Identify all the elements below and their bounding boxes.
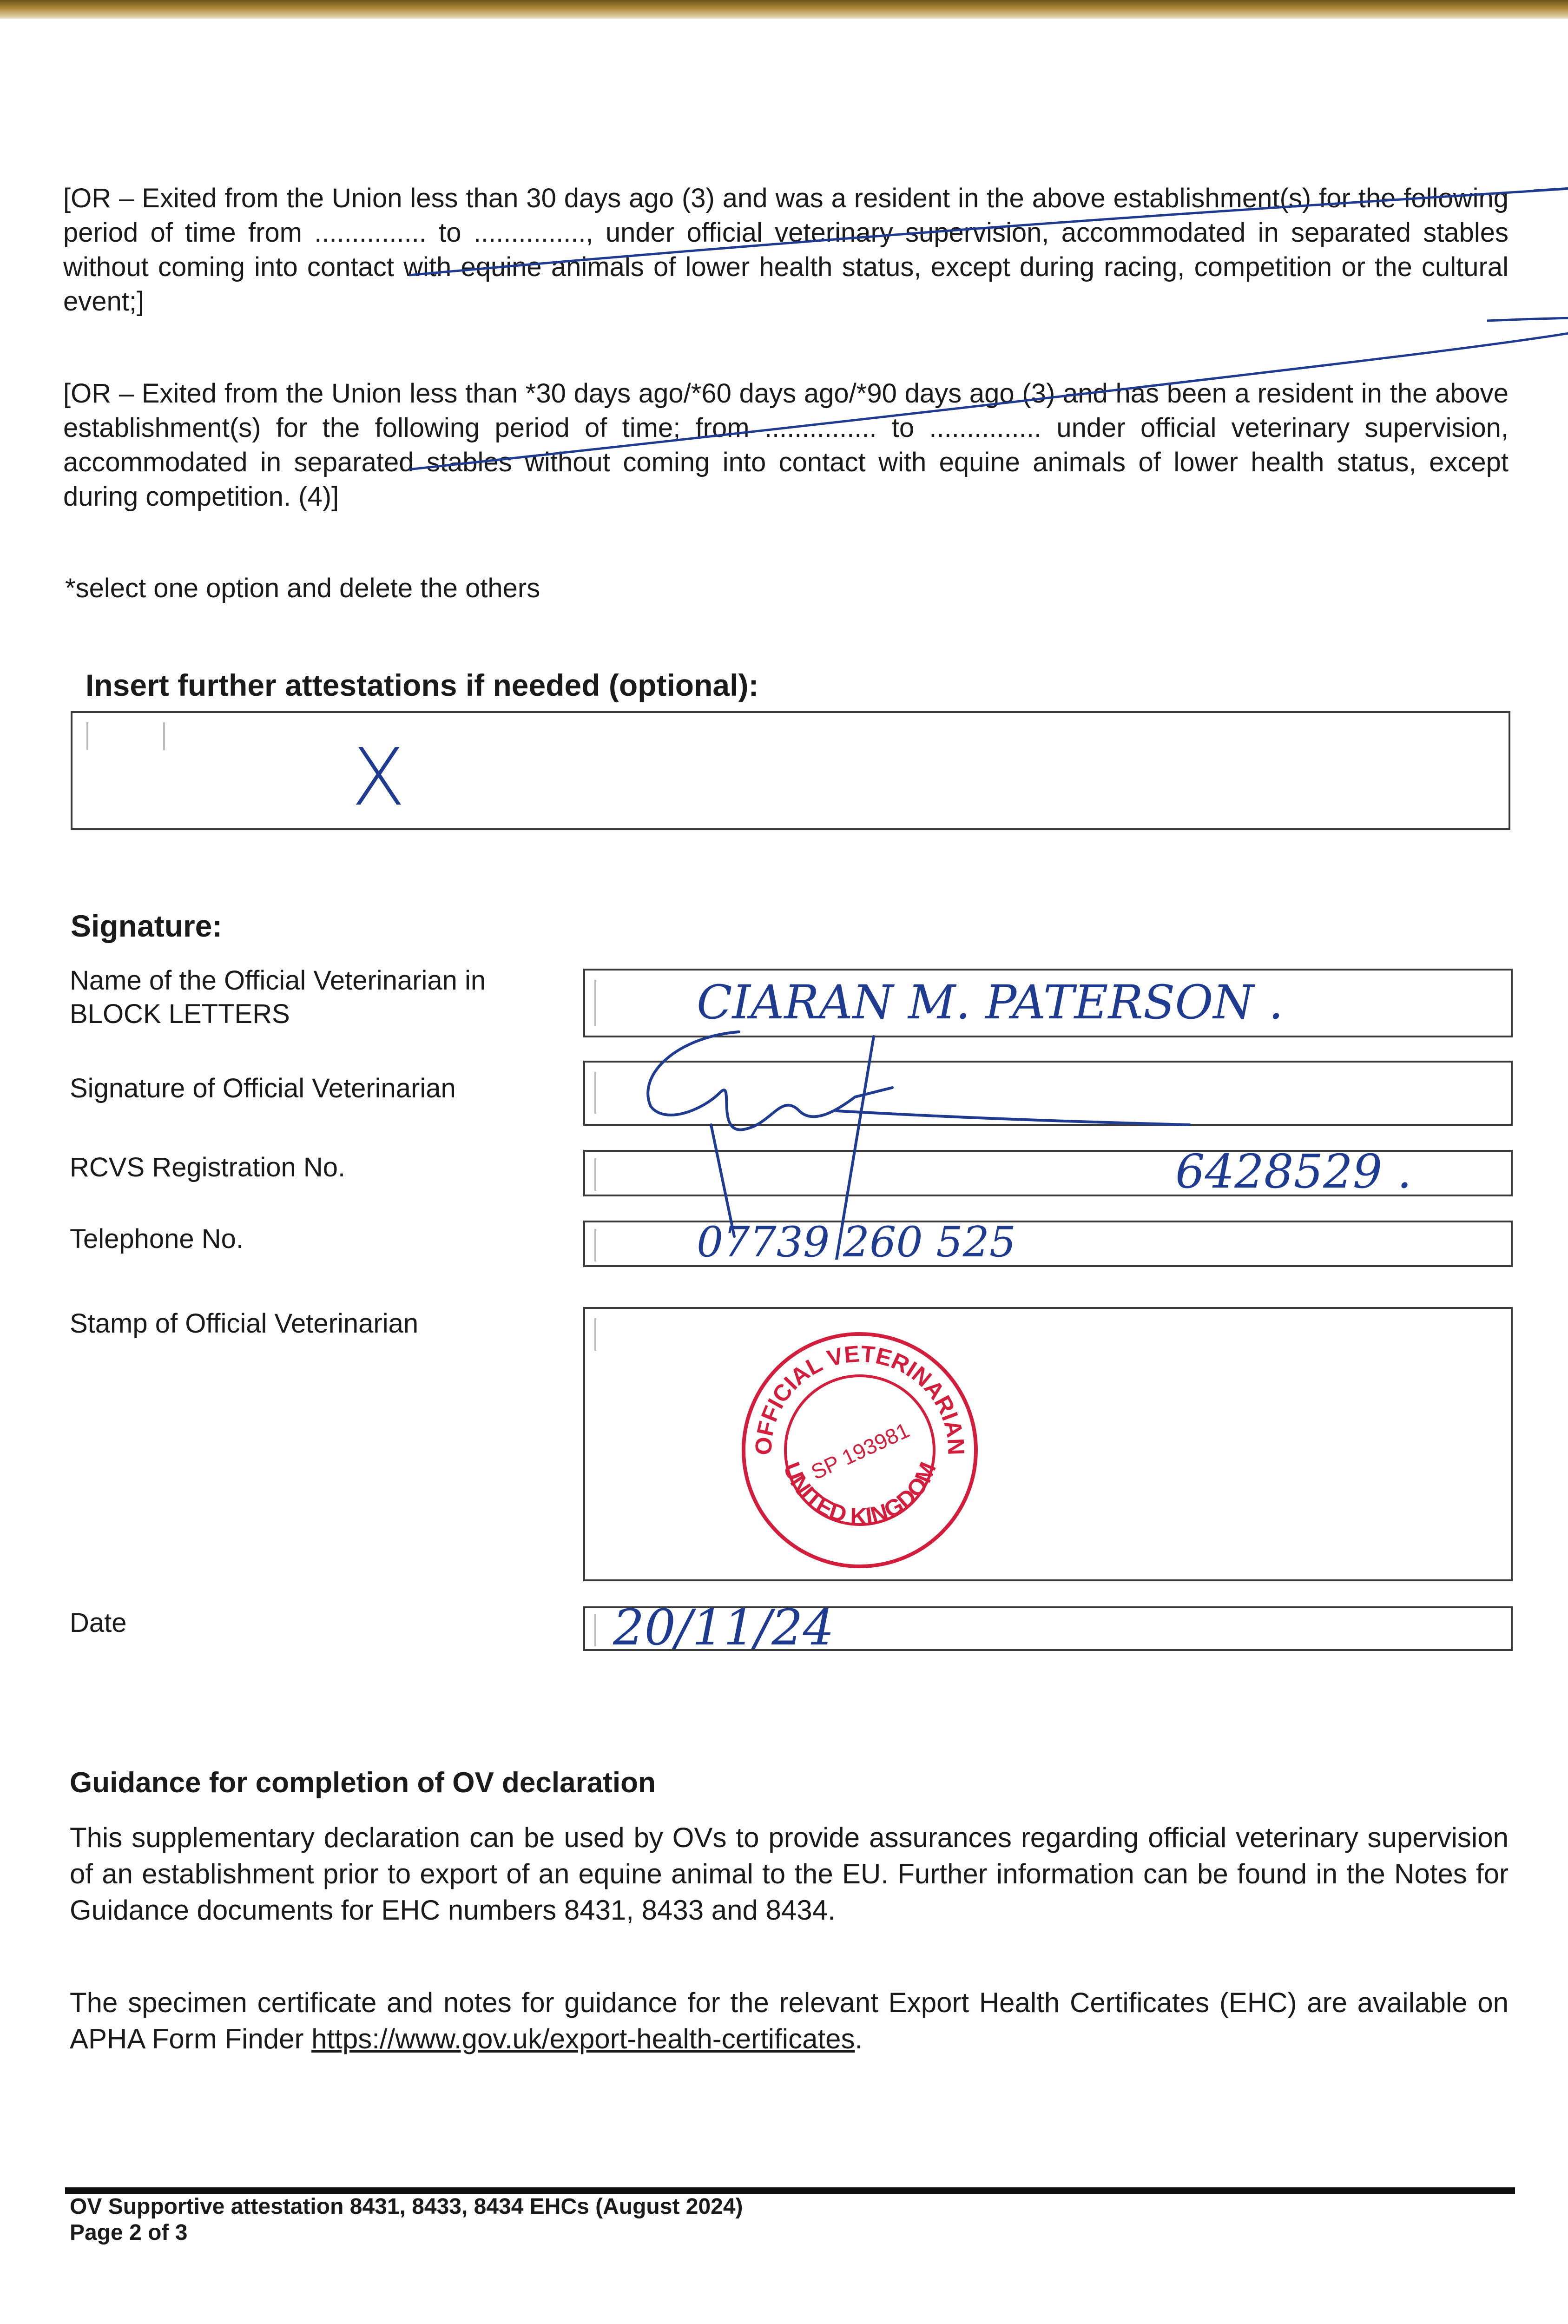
handwritten-signature xyxy=(595,1018,1245,1260)
paragraph-30-days: [OR – Exited from the Union less than 30 days ago (3) and was a resident in the above establishment(s) for the following period of time from ............... to ..............., under official veterinary supervision, accommodated in separated stables without coming into contact with equine animals of lower health status, except during racing, competition or the cultural event;] xyxy=(63,183,1509,317)
signature-heading: Signature: xyxy=(71,909,223,943)
guidance-paragraph-2-end: . xyxy=(855,2023,863,2054)
footer-title: OV Supportive attestation 8431, 8433, 8434 EHCs (August 2024) xyxy=(70,2194,743,2219)
ov-signature-label: Signature of Official Veterinarian xyxy=(70,1073,456,1103)
stamp-field[interactable] xyxy=(583,1307,1513,1581)
box-marker xyxy=(86,722,88,750)
field-marker xyxy=(594,1318,596,1351)
footer-rule xyxy=(65,2187,1515,2194)
date-label: Date xyxy=(70,1608,127,1638)
guidance-paragraph-1: This supplementary declaration can be used by OVs to provide assurances regarding official veterinary supervision of an establishment prior to export of an equine animal to the EU. Further information can be found in the Notes for Guidance documents for EHC numbers 8431, 8433 and 8434. xyxy=(70,1822,1509,1926)
select-note: *select one option and delete the others xyxy=(65,573,540,603)
date-value: 20/11/24 xyxy=(613,1599,835,1656)
stamp-bottom-text: UNITED KINGDOM xyxy=(778,1458,942,1530)
guidance-paragraph-2 xyxy=(70,1985,1509,2057)
ov-name-value: CIARAN M. PATERSON . xyxy=(697,975,1284,1030)
svg-text:UNITED KINGDOM xyxy=(778,1459,941,1530)
box-marker xyxy=(163,722,165,750)
form-finder-link[interactable]: https://www.gov.uk/export-health-certificates xyxy=(311,2023,855,2054)
stamp-number: SP 193981 xyxy=(807,1418,913,1485)
ov-name-label: Name of the Official Veterinarian in BLOCK LETTERS xyxy=(70,965,486,1029)
date-field[interactable] xyxy=(583,1599,1513,1656)
telephone-label: Telephone No. xyxy=(70,1224,244,1254)
footer-page-number: Page 2 of 3 xyxy=(70,2220,188,2245)
field-marker xyxy=(594,1614,596,1646)
further-attestations-box[interactable] xyxy=(71,711,1510,830)
guidance-title: Guidance for completion of OV declaration xyxy=(70,1767,656,1799)
rcvs-label: RCVS Registration No. xyxy=(70,1152,346,1182)
stamp-top-text: OFFICIAL VETERINARIAN xyxy=(750,1340,969,1456)
telephone-value: 07739 260 525 xyxy=(697,1218,1016,1267)
strikethrough-marks xyxy=(0,0,1568,558)
further-attestations-value: X xyxy=(351,732,406,824)
rcvs-value: 6428529 . xyxy=(1175,1144,1412,1199)
guidance-paragraph-2-text: The specimen certificate and notes for guidance for the relevant Export Health Certificates (EHC) are available on APHA Form Finder xyxy=(70,1987,1509,2054)
stamp-label: Stamp of Official Veterinarian xyxy=(70,1308,419,1339)
official-stamp xyxy=(739,1329,981,1571)
paragraph-multi-days: [OR – Exited from the Union less than *30 days ago/*60 days ago/*90 days ago (3) and has been a resident in the above establishment(s) for the following period of time; from ............... to ............... under official veterinary supervision, accommodated in separated stables without coming into contact with equine animals of lower health status, except during competition. (4)] xyxy=(63,378,1509,512)
further-attestations-heading: Insert further attestations if needed (optional): xyxy=(86,668,759,702)
